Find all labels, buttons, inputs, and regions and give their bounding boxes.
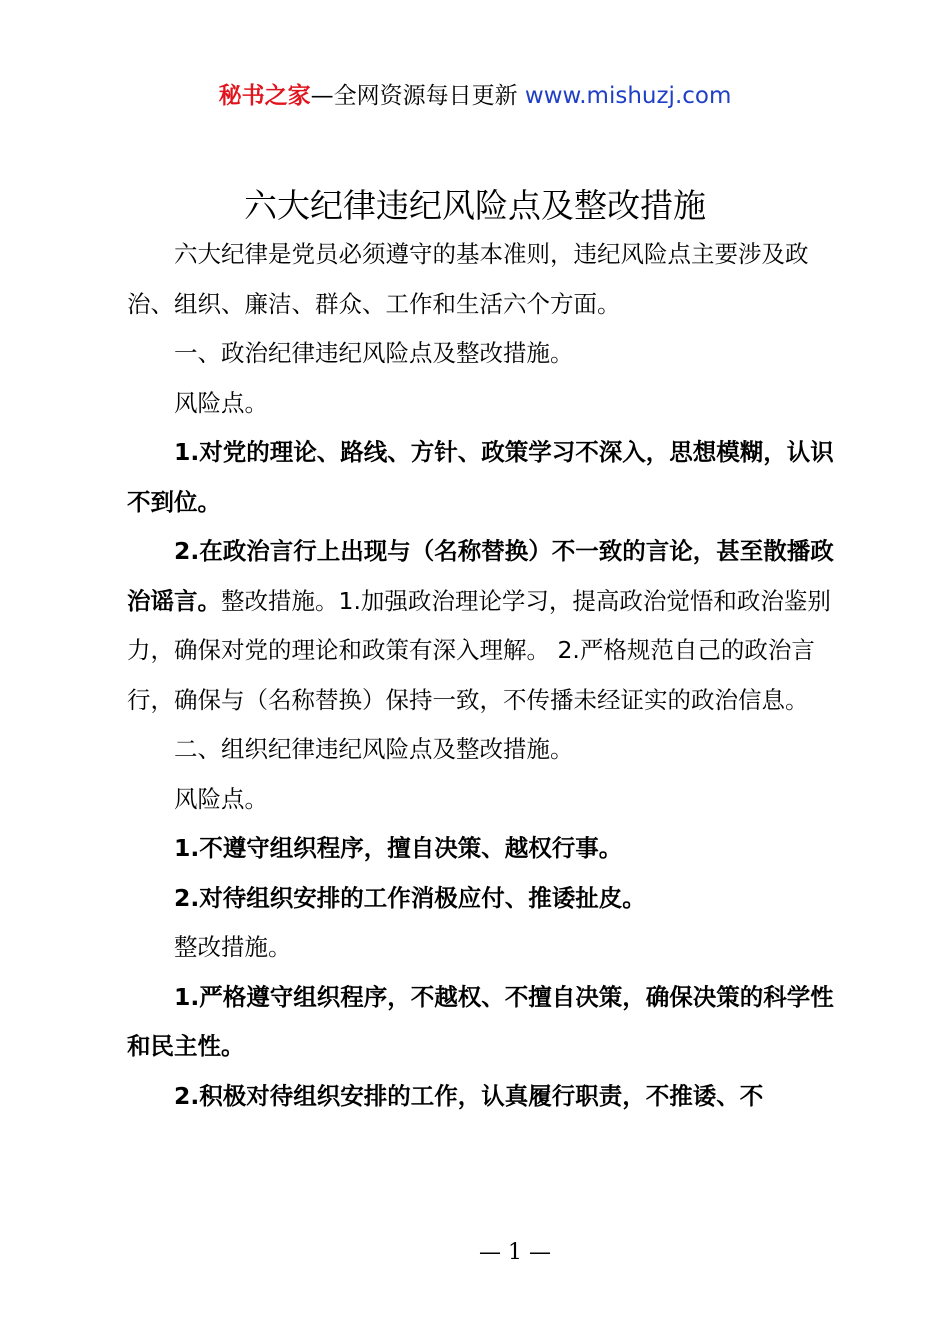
brand-name: 秘书之家 [218, 83, 311, 109]
intro-paragraph: 六大纪律是党员必须遵守的基本准则，违纪风险点主要涉及政治、组织、廉洁、群众、工作和生活六个方面。 [127, 240, 809, 318]
risk-label: 风险点。 [174, 388, 268, 417]
site-banner [0, 80, 950, 112]
site-url-link[interactable]: www.mishuzj.com [524, 83, 732, 109]
measure-item: 1.严格遵守组织程序，不越权、不擅自决策，确保决策的科学性和民主性。 [127, 982, 834, 1060]
risk-item: 2.在政治言行上出现与（名称替换）不一致的言论，甚至散播政治谣言。 [127, 537, 834, 615]
risk-item: 2.对待组织安排的工作消极应付、推诿扯皮。 [174, 883, 646, 912]
section-heading-organizational: 二、组织纪律违纪风险点及整改措施。 [174, 735, 574, 763]
measure-item: 2.积极对待组织安排的工作，认真履行职责，不推诿、不 [174, 1081, 764, 1110]
measures-text: 整改措施。1.加强政治理论学习，提高政治觉悟和政治鉴别力，确保对党的理论和政策有深入理解。 2.严格规范自己的政治言行，确保与（名称替换）保持一致，不传播未经证实的政治信息。 [127, 586, 831, 714]
section-heading-political: 一、政治纪律违纪风险点及整改措施。 [174, 339, 574, 367]
risk-item: 1.不遵守组织程序，擅自决策、越权行事。 [174, 834, 623, 862]
document-title: 六大纪律违纪风险点及整改措施 [244, 186, 706, 225]
risk-label: 风险点。 [174, 784, 268, 813]
measures-label: 整改措施。 [174, 933, 292, 961]
banner-tagline: —全网资源每日更新 [310, 83, 525, 109]
document-body [127, 230, 839, 1121]
page-number: — 1 — [479, 1240, 551, 1265]
risk-item: 1.对党的理论、路线、方针、政策学习不深入，思想模糊，认识不到位。 [127, 438, 834, 516]
risk-and-measures-paragraph [127, 527, 839, 725]
